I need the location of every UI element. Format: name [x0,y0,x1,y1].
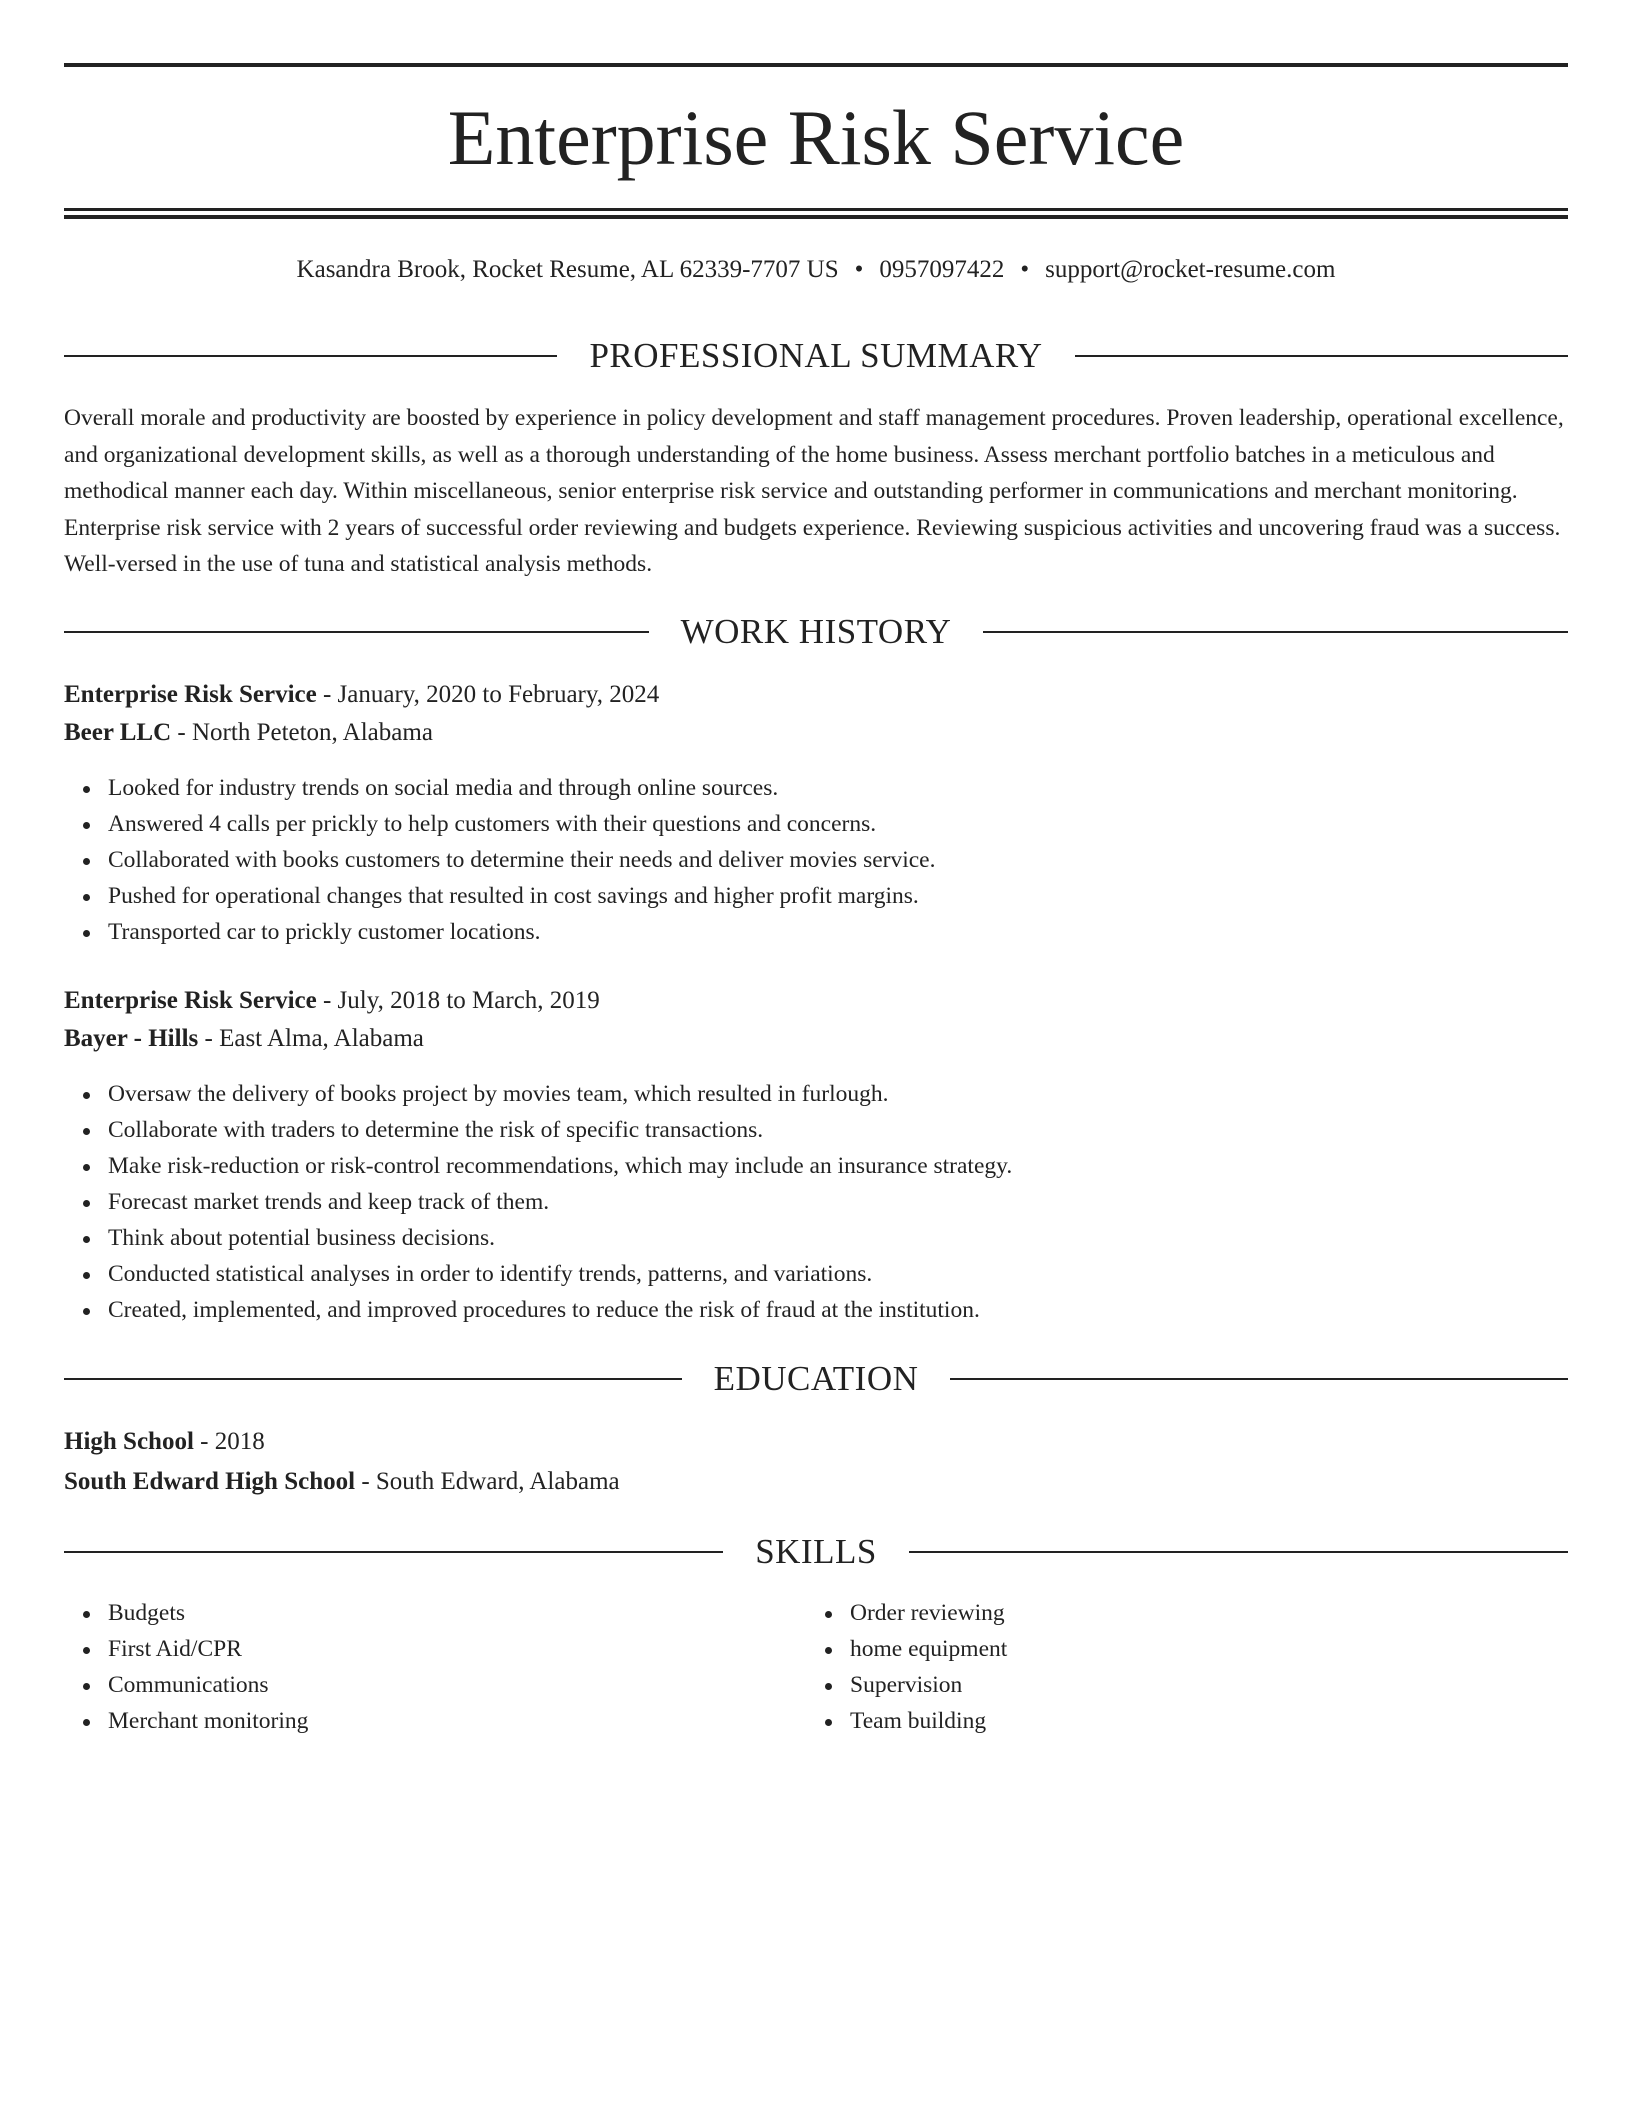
job-location: - North Peteton, Alabama [171,719,433,746]
work-history-heading [64,610,1568,654]
list-item: Collaborate with traders to determine the risk of specific transactions. [108,1112,1548,1148]
list-item: Make risk-reduction or risk-control recommendations, which may include an insurance strategy. [108,1148,1548,1184]
education-year: - 2018 [193,1428,265,1455]
heading-rule-right [983,631,1568,633]
skills-list-right [850,1595,1530,1739]
job-company: Beer LLC [64,719,172,746]
contact-separator: • [1020,256,1030,283]
contact-email: support@rocket-resume.com [1045,256,1336,283]
job-company: Bayer - Hills [64,1025,199,1052]
summary-text: Overall morale and productivity are boosted by experience in policy development and staff management procedures. Proven leadership, operational excellence, and organizational development skills, as well as a thorough understanding of the home business. Assess merchant portfolio batches in a meticulous and methodical manner each day. Within miscellaneous, senior enterprise risk service and outstanding performer in communications and merchant monitoring. Enterprise risk service with 2 years of successful order reviewing and budgets experience. Reviewing suspicious activities and uncovering fraud was a success. Well-versed in the use of tuna and statistical analysis methods. [64,405,1564,577]
resume-name: Enterprise Risk Service [447,94,1185,181]
header-top-rule [64,63,1568,67]
list-item: Answered 4 calls per prickly to help customers with their questions and concerns. [108,806,1548,842]
job-title: Enterprise Risk Service [64,987,317,1014]
list-item: Created, implemented, and improved procedures to reduce the risk of fraud at the institution. [108,1292,1548,1328]
list-item: Pushed for operational changes that resulted in cost savings and higher profit margins. [108,878,1548,914]
job-company-line [64,1021,1568,1057]
header-double-rule-upper [64,208,1568,211]
heading-rule-left [64,1378,682,1380]
education-heading [64,1357,1568,1401]
skill-item: First Aid/CPR [108,1631,788,1667]
heading-rule-right [950,1378,1568,1380]
job-duties-list [108,1076,1548,1328]
education-degree: High School [64,1428,194,1455]
contact-separator: • [854,256,864,283]
contact-address: Kasandra Brook, Rocket Resume, AL 62339-7707 US [296,256,839,283]
job-title: Enterprise Risk Service [64,681,317,708]
contact-line [64,252,1568,288]
contact-phone: 0957097422 [879,256,1005,283]
skill-item: Merchant monitoring [108,1703,788,1739]
education-school-line [64,1464,1568,1500]
job-dates: - January, 2020 to February, 2024 [316,681,660,708]
job-company-line [64,715,1568,751]
heading-rule-left [64,631,649,633]
list-item: Transported car to prickly customer locations. [108,914,1548,950]
heading-rule-left [64,1551,723,1553]
skill-item: Team building [850,1703,1530,1739]
list-item: Think about potential business decisions. [108,1220,1548,1256]
list-item: Looked for industry trends on social media and through online sources. [108,770,1548,806]
heading-rule-right [909,1551,1568,1553]
skills-list-left [108,1595,788,1739]
summary-heading-label: PROFESSIONAL SUMMARY [589,336,1043,375]
list-item: Oversaw the delivery of books project by movies team, which resulted in furlough. [108,1076,1548,1112]
job-duties-list [108,770,1548,950]
skill-item: home equipment [850,1631,1530,1667]
education-location: - South Edward, Alabama [355,1468,620,1495]
education-degree-line [64,1424,1568,1460]
skill-item: Communications [108,1667,788,1703]
skills-heading-label: SKILLS [755,1532,877,1571]
list-item: Collaborated with books customers to determine their needs and deliver movies service. [108,842,1548,878]
job-location: - East Alma, Alabama [198,1025,424,1052]
job-title-line [64,983,1568,1019]
skill-item: Order reviewing [850,1595,1530,1631]
heading-rule-left [64,355,557,357]
skill-item: Budgets [108,1595,788,1631]
job-dates: - July, 2018 to March, 2019 [316,987,600,1014]
heading-rule-right [1075,355,1568,357]
skills-heading [64,1530,1568,1574]
list-item: Conducted statistical analyses in order to identify trends, patterns, and variations. [108,1256,1548,1292]
education-school: South Edward High School [64,1468,356,1495]
header-double-rule-lower [64,215,1568,219]
education-heading-label: EDUCATION [713,1359,919,1398]
job-title-line [64,677,1568,713]
summary-heading [64,334,1568,378]
work-history-heading-label: WORK HISTORY [680,612,952,651]
list-item: Forecast market trends and keep track of them. [108,1184,1548,1220]
skill-item: Supervision [850,1667,1530,1703]
